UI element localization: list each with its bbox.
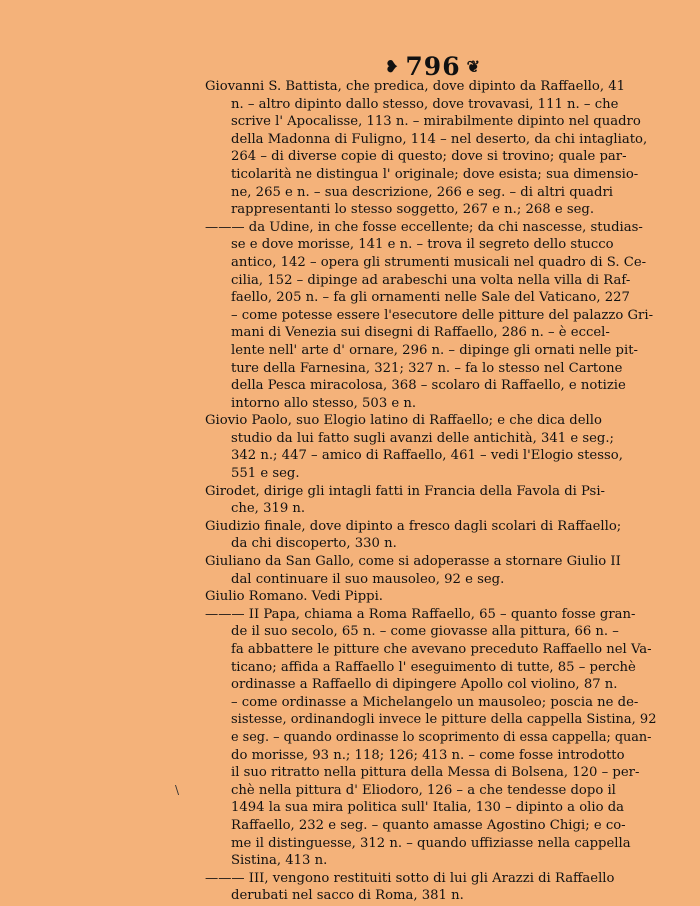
index-line: Giudizio finale, dove dipinto a fresco dagli scolari di Raffaello;	[205, 518, 622, 534]
stray-mark: \	[175, 783, 180, 797]
index-line: ——— da Udine, in che fosse eccellente; da chi nascesse, studias-	[205, 219, 643, 235]
index-line: ticolarità ne distingua l' originale; dove esista; sua dimensio-	[231, 166, 639, 182]
index-line: chè nella pittura d' Eliodoro, 126 – a che tendesse dopo il	[231, 782, 616, 798]
index-line: n. – altro dipinto dallo stesso, dove trovavasi, 111 n. – che	[231, 96, 619, 112]
index-line: e seg. – quando ordinasse lo scoprimento di essa cappella; quan-	[231, 729, 652, 745]
right-ornament-icon: ❦	[466, 57, 481, 76]
index-line: Raffaello, 232 e seg. – quanto amasse Agostino Chigi; e co-	[231, 817, 626, 833]
index-line: do morisse, 93 n.; 118; 126; 413 n. – come fosse introdotto	[231, 747, 625, 763]
index-line: ordinasse a Raffaello di dipingere Apollo col violino, 87 n.	[231, 677, 618, 693]
index-line: me il distinguesse, 312 n. – quando uffiziasse nella cappella	[231, 835, 631, 851]
index-line: 342 n.; 447 – amico di Raffaello, 461 – vedi l'Elogio stesso,	[231, 448, 623, 464]
index-line: antico, 142 – opera gli strumenti musicali nel quadro di S. Ce-	[231, 254, 647, 270]
index-line: ture della Farnesina, 321; 327 n. – fa lo stesso nel Cartone	[231, 360, 623, 376]
index-line: Sistina, 413 n.	[231, 853, 328, 869]
page-header	[385, 52, 481, 81]
index-line: de il suo secolo, 65 n. – come giovasse alla pittura, 66 n. –	[231, 624, 619, 640]
index-line: Giulio Romano. Vedi Pippi.	[205, 589, 383, 605]
left-ornament-icon: ❥	[385, 57, 400, 76]
index-line: ne, 265 e n. – sua descrizione, 266 e seg. – di altri quadri	[231, 184, 613, 200]
index-line: studio da lui fatto sugli avanzi delle antichità, 341 e seg.;	[231, 430, 614, 446]
index-line: sistesse, ordinandogli invece le pitture della cappella Sistina, 92	[231, 712, 657, 728]
index-line: scrive l' Apocalisse, 113 n. – mirabilmente dipinto nel quadro	[231, 114, 641, 130]
index-line: Girodet, dirige gli intagli fatti in Francia della Favola di Psi-	[205, 483, 606, 499]
index-line: il suo ritratto nella pittura della Messa di Bolsena, 120 – per-	[231, 765, 640, 781]
index-line: 551 e seg.	[231, 466, 300, 482]
index-line: lente nell' arte d' ornare, 296 n. – dipinge gli ornati nelle pit-	[231, 342, 638, 358]
index-line: della Pesca miracolosa, 368 – scolaro di Raffaello, e notizie	[231, 378, 626, 394]
index-line: Giuliano da San Gallo, come si adoperasse a stornare Giulio II	[205, 554, 621, 570]
index-line: della Madonna di Fuligno, 114 – nel deserto, da chi intagliato,	[231, 131, 648, 147]
index-line: dal continuare il suo mausoleo, 92 e seg.	[231, 571, 505, 587]
index-line: – come ordinasse a Michelangelo un mausoleo; poscia ne de-	[231, 694, 639, 710]
index-line: ——— II Papa, chiama a Roma Raffaello, 65 – quanto fosse gran-	[205, 606, 636, 622]
index-line: 1494 la sua mira politica sull' Italia, 130 – dipinto a olio da	[231, 800, 625, 816]
index-line: ticano; affida a Raffaello l' eseguimento di tutte, 85 – perchè	[231, 659, 636, 675]
index-line: rappresentanti lo stesso soggetto, 267 e n.; 268 e seg.	[231, 202, 595, 218]
index-line: da chi discoperto, 330 n.	[231, 536, 397, 552]
index-line: intorno allo stesso, 503 e n.	[231, 395, 417, 411]
index-line: faello, 205 n. – fa gli ornamenti nelle Sale del Vaticano, 227	[231, 290, 630, 306]
index-line: se e dove morisse, 141 e n. – trova il segreto dello stucco	[231, 237, 614, 253]
index-entries	[205, 78, 657, 905]
index-line: mani di Venezia sui disegni di Raffaello, 286 n. – è eccel-	[231, 325, 610, 341]
index-line: 264 – di diverse copie di questo; dove si trovino; quale par-	[231, 149, 627, 165]
index-line: che, 319 n.	[231, 501, 306, 517]
index-line: Giovanni S. Battista, che predica, dove dipinto da Raffaello, 41	[205, 79, 625, 94]
index-line: cilia, 152 – dipinge ad arabeschi una volta nella villa di Raf-	[231, 272, 631, 288]
index-line: ——— III, vengono restituiti sotto di lui gli Arazzi di Raffaello	[205, 870, 615, 886]
index-line: – come potesse essere l'esecutore delle pitture del palazzo Gri-	[231, 307, 654, 323]
page-number: 796	[405, 52, 461, 81]
index-line: Giovio Paolo, suo Elogio latino di Raffaello; e che dica dello	[205, 413, 602, 429]
index-line: fa abbattere le pitture che avevano preceduto Raffaello nel Va-	[231, 642, 652, 657]
index-line: derubati nel sacco di Roma, 381 n.	[231, 888, 464, 904]
